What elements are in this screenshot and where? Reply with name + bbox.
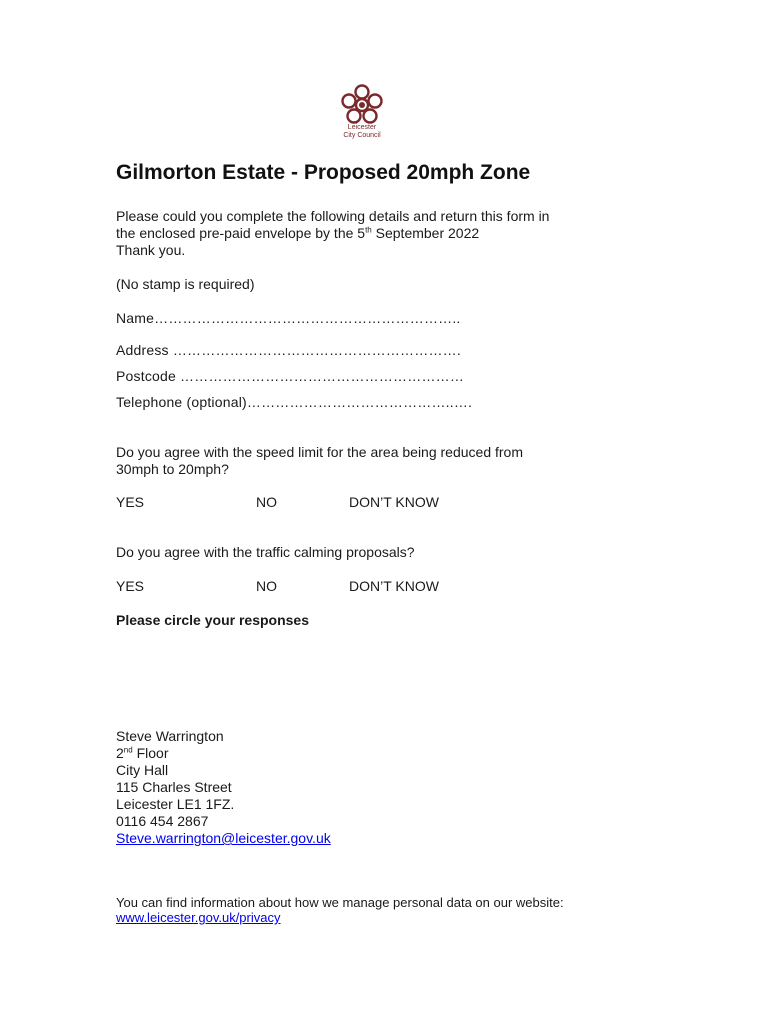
floor-superscript: nd	[123, 745, 133, 755]
intro-line-1: Please could you complete the following details and return this form in	[116, 208, 550, 224]
privacy-text: You can find information about how we manage personal data on our website:	[116, 895, 564, 910]
privacy-notice	[116, 895, 596, 925]
question-1-line-2: 30mph to 20mph?	[116, 461, 229, 477]
intro-line-2-text: the enclosed pre-paid envelope by the 5	[116, 225, 366, 241]
q1-option-yes[interactable]: YES	[116, 494, 145, 510]
question-1	[116, 444, 523, 478]
contact-phone: 0116 454 2867	[116, 813, 209, 829]
logo-text-line1: Leicester	[347, 124, 377, 131]
name-field[interactable]: Name………………………………………………………..	[116, 310, 461, 326]
contact-name: Steve Warrington	[116, 728, 224, 744]
question-2: Do you agree with the traffic calming proposals?	[116, 544, 415, 560]
floor-number: 2	[116, 745, 124, 761]
logo-text-line2: City Council	[343, 132, 381, 139]
floor-text: Floor	[132, 745, 169, 761]
q2-option-no[interactable]: NO	[256, 578, 277, 594]
contact-building: City Hall	[116, 762, 169, 778]
contact-city: Leicester LE1 1FZ.	[116, 796, 235, 812]
q1-option-no[interactable]: NO	[256, 494, 277, 510]
postcode-field[interactable]: Postcode ……………………………………………………	[116, 368, 465, 384]
page-title: Gilmorton Estate - Proposed 20mph Zone	[116, 161, 531, 184]
no-stamp-note: (No stamp is required)	[116, 276, 255, 292]
telephone-field[interactable]: Telephone (optional)……………………………………..….	[116, 394, 473, 410]
q2-option-dont-know[interactable]: DON’T KNOW	[349, 578, 439, 594]
intro-paragraph	[116, 208, 636, 259]
contact-street: 115 Charles Street	[116, 779, 232, 795]
contact-address	[116, 728, 331, 847]
contact-email-link[interactable]: Steve.warrington@leicester.gov.uk	[116, 830, 331, 846]
circle-instruction: Please circle your responses	[116, 612, 309, 628]
intro-line-2-date: September 2022	[371, 225, 480, 241]
privacy-link[interactable]: www.leicester.gov.uk/privacy	[116, 910, 281, 925]
intro-superscript: th	[365, 225, 372, 235]
contact-floor	[116, 745, 331, 762]
rose-icon	[340, 84, 384, 124]
q1-option-dont-know[interactable]: DON’T KNOW	[349, 494, 439, 510]
intro-line-3: Thank you.	[116, 242, 186, 258]
council-logo	[334, 84, 390, 142]
intro-line-2	[116, 225, 636, 242]
address-field[interactable]: Address …………………………………………………….	[116, 342, 461, 358]
q2-option-yes[interactable]: YES	[116, 578, 145, 594]
question-1-line-1: Do you agree with the speed limit for the area being reduced from	[116, 444, 524, 460]
